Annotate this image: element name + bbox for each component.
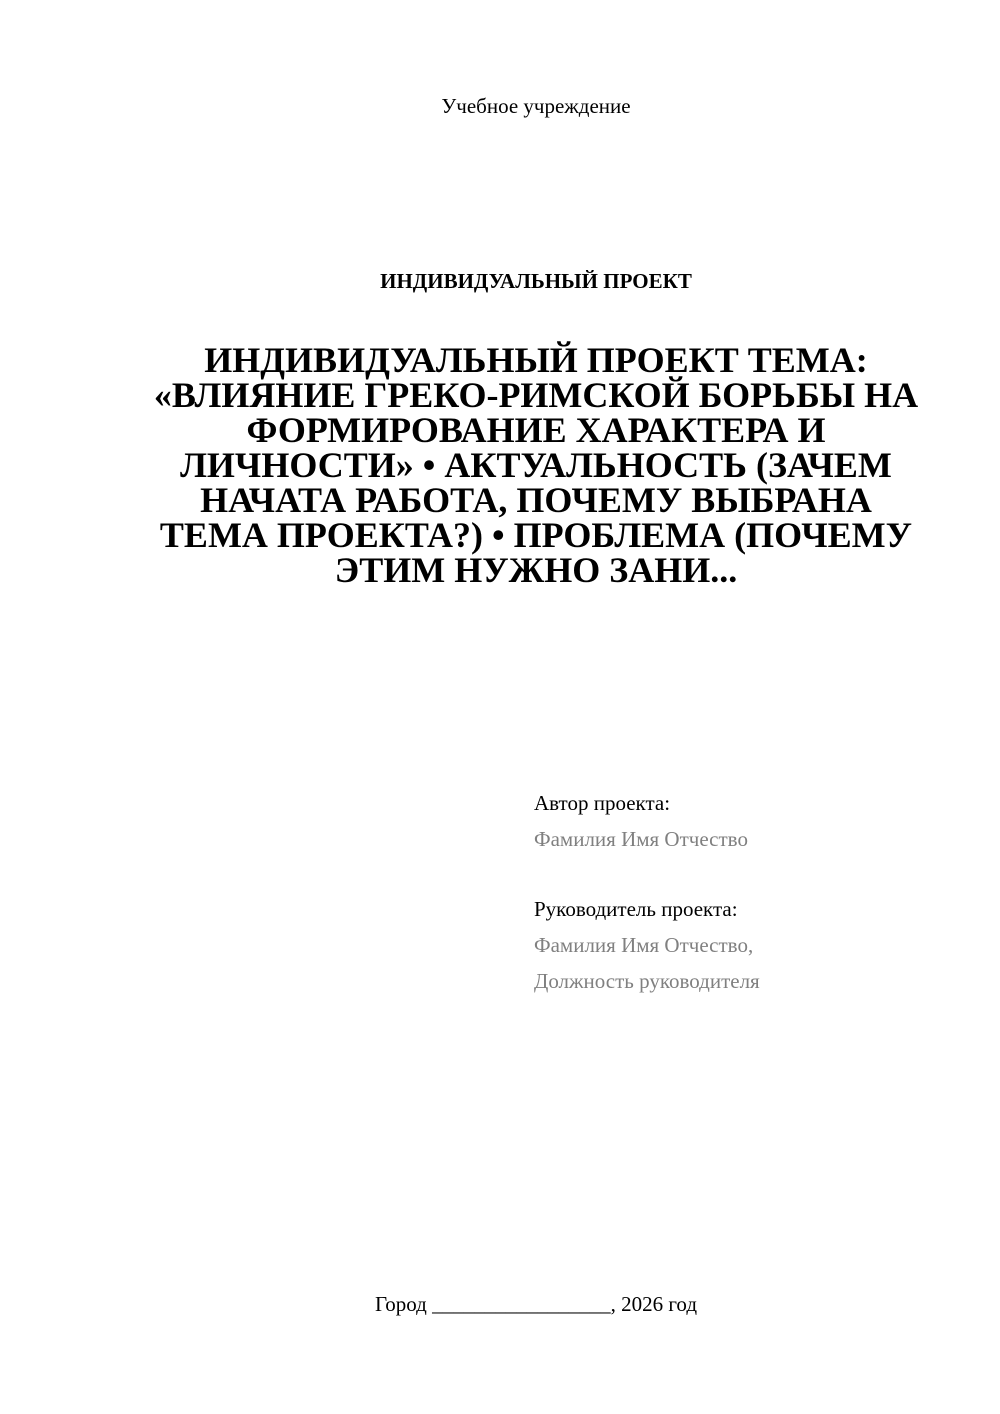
author-label: Автор проекта: xyxy=(534,791,671,815)
project-label: ИНДИВИДУАЛЬНЫЙ ПРОЕКТ xyxy=(380,269,692,293)
author-block xyxy=(534,790,954,862)
city-year-line: Город _________________, 2026 год xyxy=(374,1292,698,1316)
supervisor-position: Должность руководителя xyxy=(534,969,760,993)
supervisor-block xyxy=(534,896,954,1004)
institution-name: Учебное учреждение xyxy=(441,94,631,118)
author-name: Фамилия Имя Отчество xyxy=(534,827,748,851)
supervisor-name: Фамилия Имя Отчество, xyxy=(534,933,754,957)
supervisor-label: Руководитель проекта: xyxy=(534,897,738,921)
project-title: ИНДИВИДУАЛЬНЫЙ ПРОЕКТ ТЕМА: «ВЛИЯНИЕ ГРЕКО-РИМСКОЙ БОРЬБЫ НА ФОРМИРОВАНИЕ ХАРАКТЕРА И ЛИЧНОСТИ» • АКТУАЛЬНОСТЬ (ЗАЧЕМ НАЧАТА РАБОТА, ПОЧЕМУ ВЫБРАНА ТЕМА ПРОЕКТА?) • ПРОБЛЕМА (ПОЧЕМУ ЭТИМ НУЖНО ЗАНИ... xyxy=(153,340,919,590)
